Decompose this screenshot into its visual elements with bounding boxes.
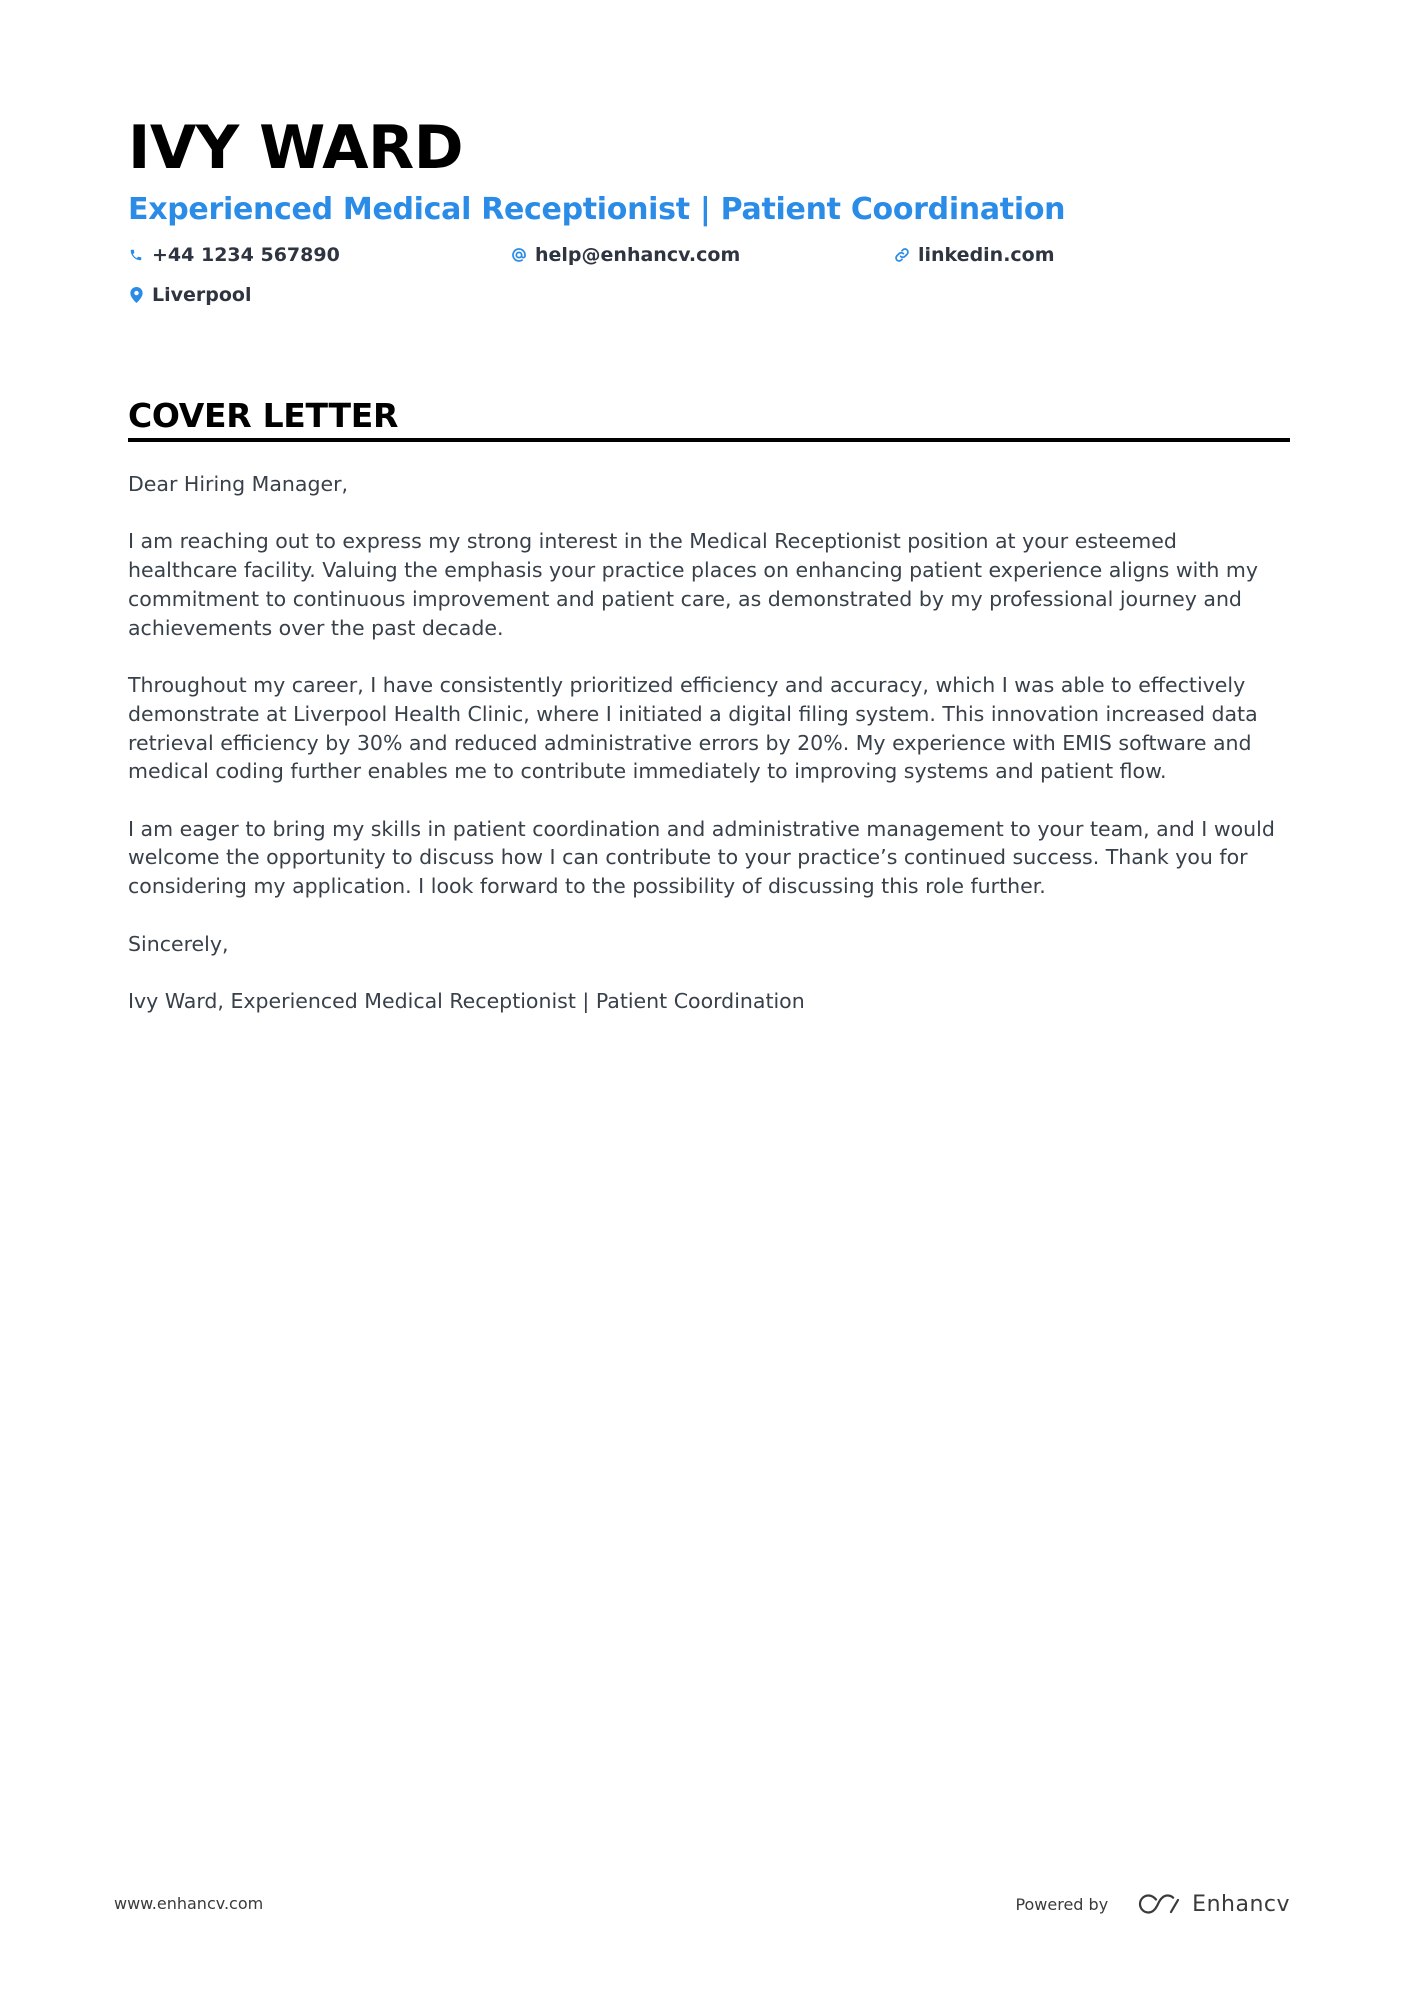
- map-pin-icon: [128, 287, 144, 303]
- letter-closing: Sincerely,: [128, 931, 229, 956]
- footer-website[interactable]: www.enhancv.com: [114, 1894, 264, 1913]
- powered-by-label: Powered by: [1015, 1894, 1109, 1914]
- letter-paragraph: I am reaching out to express my strong interest in the Medical Receptionist position at your esteemed healthcare facility. Valuing the emphasis your practice places on enhancing patient experience aligns with my commitment to continuous improvement and patient care, as demonstrated by my professional journey and achievements over the past decade.: [128, 529, 1258, 640]
- letter-paragraph: I am eager to bring my skills in patient coordination and administrative management to your team, and I would welcome the opportunity to discuss how I can contribute to your practice’s continued success. Thank you for considering my application. I look forward to the possibility of discussing this role further.: [128, 816, 1275, 899]
- location-text: Liverpool: [152, 284, 252, 306]
- contact-location: [128, 281, 251, 309]
- candidate-name: IVY WARD: [128, 113, 464, 183]
- candidate-headline: Experienced Medical Receptionist | Patient Coordination: [128, 192, 1066, 227]
- section-divider: [128, 438, 1290, 442]
- footer-powered-by[interactable]: [1015, 1884, 1290, 1924]
- letter-greeting: Dear Hiring Manager,: [128, 472, 349, 496]
- linkedin-text[interactable]: linkedin.com: [918, 244, 1055, 266]
- at-icon: [511, 247, 527, 263]
- link-icon: [894, 247, 910, 263]
- contact-phone: [128, 241, 340, 269]
- phone-text: +44 1234 567890: [152, 244, 340, 266]
- phone-icon: [128, 247, 144, 263]
- enhancv-logo-icon: [1136, 1892, 1182, 1916]
- brand-name: Enhancv: [1192, 1891, 1290, 1917]
- brand-logo[interactable]: [1136, 1892, 1290, 1917]
- letter-signature: Ivy Ward, Experienced Medical Receptionist | Patient Coordination: [128, 988, 805, 1013]
- contact-email[interactable]: [511, 241, 740, 269]
- letter-body: [128, 470, 1290, 1044]
- section-title: COVER LETTER: [128, 396, 399, 435]
- email-text[interactable]: help@enhancv.com: [535, 244, 741, 266]
- contact-linkedin[interactable]: [894, 241, 1055, 269]
- letter-paragraph: Throughout my career, I have consistently prioritized efficiency and accuracy, which I was able to effectively demonstrate at Liverpool Health Clinic, where I initiated a digital filing system. This innovation increased data retrieval efficiency by 30% and reduced administrative errors by 20%. My experience with EMIS software and medical coding further enables me to contribute immediately to improving systems and patient flow.: [128, 672, 1258, 784]
